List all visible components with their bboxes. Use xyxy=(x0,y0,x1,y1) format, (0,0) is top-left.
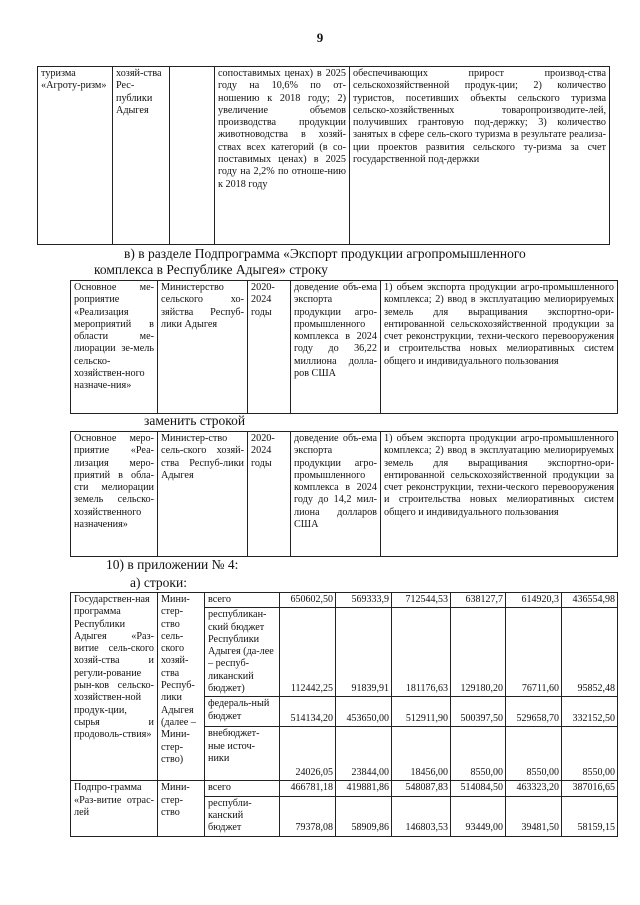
source-label: республикан-ский бюджет Республики Адыгея (да-лее – респуб-ликанский бюджет) xyxy=(205,608,280,697)
value-cell: 58159,15 xyxy=(562,796,618,836)
value-cell: 463323,20 xyxy=(506,781,562,796)
value-cell: 453650,00 xyxy=(336,697,392,727)
value-cell: 23844,00 xyxy=(336,727,392,781)
source-label: всего xyxy=(205,593,280,608)
value-cell: 8550,00 xyxy=(562,727,618,781)
program-name-cell: туризма «Агроту-ризм» xyxy=(38,67,113,245)
period-cell: 2020-2024 годы xyxy=(248,432,291,557)
indicators-cell: 1) объем экспорта продукции агро-промышленного комплекса; 2) ввод в эксплуатацию мелиорируемых земель для выращивания экспортно-ори-ентированной сельскохозяйственной продукции за счет реконструкции, техни-ческого перевооружения и строительства новых мелиоративных систем общего и индивидуального пользования xyxy=(381,281,618,414)
value-cell: 112442,25 xyxy=(280,608,336,697)
value-cell: 18456,00 xyxy=(392,727,451,781)
gp-name-cell: Государствен-ная программа Республики Адыгея «Раз-витие сель-ского хозяй-ства и регули-рование рын-ков сельско-хозяйствен-ной продук-ции, сырья и продоволь-ствия» xyxy=(71,593,158,781)
value-cell: 514134,20 xyxy=(280,697,336,727)
executor-cell: Министер-ство сель-ского хозяй-ства Респуб-лики Адыгея xyxy=(158,432,248,557)
value-cell: 181176,63 xyxy=(392,608,451,697)
indicators-cell: обеспечивающих прирост производ-ства сельскохозяйственной продук-ции; 2) количество туристов, посетивших объекты сельского туризма сельско-хозяйственных товаропроизводите-лей, получивших грантовую под-держку; 3) количество занятых в сфере сель-ского туризма в результате реализа-ции проектов развития сельского ту-ризма за счет государственной под-держки xyxy=(350,67,610,245)
appendix-heading: 10) в приложении № 4: xyxy=(106,557,239,572)
value-cell: 8550,00 xyxy=(451,727,506,781)
source-label: внебюджет-ные источ-ники xyxy=(205,727,280,781)
table-row xyxy=(71,781,618,796)
section-heading-b-line1: в) в разделе Подпрограмма «Экспорт продукции агропромышленного xyxy=(124,246,526,261)
executor-cell: Министерство сельского хо-зяйства Респуб-лики Адыгея xyxy=(158,281,248,414)
value-cell: 332152,50 xyxy=(562,697,618,727)
value-cell: 514084,50 xyxy=(451,781,506,796)
value-cell: 58909,86 xyxy=(336,796,392,836)
period-cell: 2020-2024 годы xyxy=(248,281,291,414)
table-row xyxy=(71,281,618,414)
table-row xyxy=(71,432,618,557)
value-cell: 638127,7 xyxy=(451,593,506,608)
measure-name-cell: Основное ме-роприятие «Реализация мероприятий в области ме-лиорации зе-мель сельско-хозяйствен-ного назначе-ния» xyxy=(71,281,158,414)
value-cell: 569333,9 xyxy=(336,593,392,608)
value-cell: 39481,50 xyxy=(506,796,562,836)
value-cell: 91839,91 xyxy=(336,608,392,697)
rows-heading: а) строки: xyxy=(130,575,187,590)
executor-cell: хозяй-ства Рес-публики Адыгея xyxy=(113,67,170,245)
section-heading-b-line2: комплекса в Республике Адыгея» строку xyxy=(94,262,328,277)
replace-heading: заменить строкой xyxy=(144,413,246,428)
value-cell: 614920,3 xyxy=(506,593,562,608)
value-cell: 79378,08 xyxy=(280,796,336,836)
source-label: федераль-ный бюджет xyxy=(205,697,280,727)
table-row xyxy=(71,593,618,608)
value-cell: 500397,50 xyxy=(451,697,506,727)
value-cell: 712544,53 xyxy=(392,593,451,608)
table-old-row xyxy=(70,280,618,414)
source-label: республи-канский бюджет xyxy=(205,796,280,836)
value-cell: 95852,48 xyxy=(562,608,618,697)
page-number: 9 xyxy=(316,30,324,45)
value-cell: 512911,90 xyxy=(392,697,451,727)
value-cell: 24026,05 xyxy=(280,727,336,781)
value-cell: 146803,53 xyxy=(392,796,451,836)
value-cell: 548087,83 xyxy=(392,781,451,796)
value-cell: 466781,18 xyxy=(280,781,336,796)
table-row xyxy=(38,67,610,245)
value-cell: 129180,20 xyxy=(451,608,506,697)
table-financing xyxy=(70,592,618,837)
target-cell: сопоставимых ценах) в 2025 году на 10,6% по от-ношению к 2018 году; 2) увеличение объемов производства продукции животноводства в хозяй-ствах всех категорий (в со-поставимых ценах) в 2025 году на 2,2% по отноше-нию к 2018 году xyxy=(215,67,350,245)
measure-name-cell: Основное меро-приятие «Реа-лизация меро-приятий в обла-сти мелиорации земель сельско-хозяйственного назначения» xyxy=(71,432,158,557)
value-cell: 8550,00 xyxy=(506,727,562,781)
period-cell xyxy=(170,67,215,245)
value-cell: 529658,70 xyxy=(506,697,562,727)
indicators-cell: 1) объем экспорта продукции агро-промышленного комплекса; 2) ввод в эксплуатацию мелиорируемых земель для выращивания экспортно-ори-ентированной сельскохозяйственной продукции за счет реконструкции, техни-ческого перевооружения и строительства новых мелиоративных систем общего и индивидуального пользования xyxy=(381,432,618,557)
table-agrotourism-continuation xyxy=(37,66,610,245)
target-cell: доведение объ-ема экспорта продукции агро-промышленного комплекса в 2024 году до 36,22 миллиона долла-ров США xyxy=(291,281,381,414)
target-cell: доведение объ-ема экспорта продукции агро-промышленного комплекса в 2024 году до 14,2 мил-лиона долларов США xyxy=(291,432,381,557)
value-cell: 419881,86 xyxy=(336,781,392,796)
source-label: всего xyxy=(205,781,280,796)
value-cell: 76711,60 xyxy=(506,608,562,697)
value-cell: 650602,50 xyxy=(280,593,336,608)
gp-executor-cell: Мини-стер-ство сель-ского хозяй-ства Респуб-лики Адыгея (далее – Мини-стер-ство) xyxy=(158,593,205,781)
value-cell: 387016,65 xyxy=(562,781,618,796)
sp-executor-cell: Мини-стер-ство xyxy=(158,781,205,836)
sp-name-cell: Подпро-грамма «Раз-витие отрас-лей xyxy=(71,781,158,836)
table-new-row xyxy=(70,431,618,557)
value-cell: 436554,98 xyxy=(562,593,618,608)
value-cell: 93449,00 xyxy=(451,796,506,836)
